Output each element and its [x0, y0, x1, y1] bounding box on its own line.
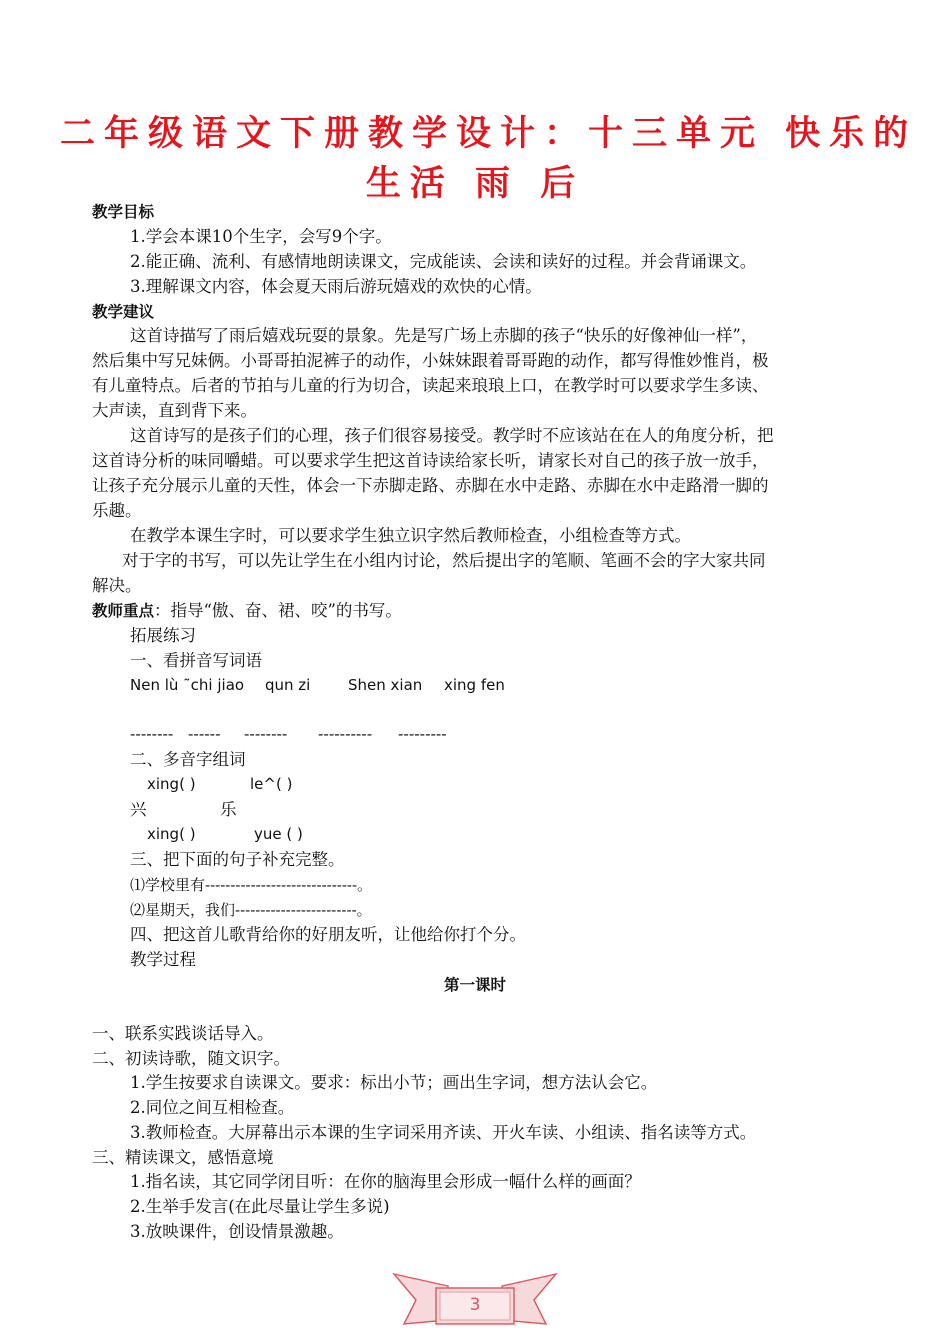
- lesson-step: 三、精读课文，感悟意境: [92, 1148, 274, 1167]
- answer-blank: ------: [188, 725, 221, 743]
- polyphone-pinyin: xing( ): [147, 775, 196, 793]
- answer-blank: ----------: [318, 725, 373, 743]
- exercise-3-heading: 三、把下面的句子补充完整。: [130, 850, 345, 869]
- lesson-substep: 1.指名读，其它同学闭目听：在你的脑海里会形成一幅什么样的画面？: [130, 1172, 641, 1191]
- paragraph-line: 这首诗描写了雨后嬉戏玩耍的景象。先是写广场上赤脚的孩子“快乐的好像神仙一样”，: [130, 326, 758, 345]
- exercise-4-heading: 四、把这首儿歌背给你的好朋友听，让他给你打个分。: [130, 925, 526, 944]
- exercise-1-heading: 一、看拼音写词语: [130, 651, 262, 670]
- page-number: 3: [469, 1295, 481, 1315]
- paragraph-line: 有儿童特点。后者的节拍与儿童的行为切合，读起来琅琅上口，在教学时可以要求学生多读、: [92, 376, 769, 395]
- sentence-blank: ⑴学校里有------------------------------。: [130, 876, 373, 894]
- exercise-2-heading: 二、多音字组词: [130, 750, 246, 769]
- goal-item: 3.理解课文内容，体会夏天雨后游玩嬉戏的欢快的心情。: [130, 277, 542, 296]
- polyphone-pinyin: yue ( ): [254, 825, 303, 843]
- polyphone-pinyin: xing( ): [147, 825, 196, 843]
- paragraph-line: 对于字的书写，可以先让学生在小组内讨论，然后提出字的笔顺、笔画不会的字大家共同: [122, 551, 766, 570]
- paragraph-line: 解决。: [92, 576, 142, 595]
- lesson-substep: 3.放映课件，创设情景激趣。: [130, 1222, 344, 1241]
- sentence-blank: ⑵星期天，我们------------------------。: [130, 901, 372, 919]
- pinyin-word: qun zi: [265, 676, 311, 694]
- goals-heading: 教学目标: [92, 203, 155, 221]
- answer-blank: --------: [130, 725, 174, 743]
- document-title-line-1: 二年级语文下册教学设计：十三单元 快乐的: [60, 114, 918, 154]
- teacher-focus-label: 教师重点: [92, 602, 155, 620]
- answer-blank: ---------: [398, 725, 447, 743]
- teaching-process-heading: 教学过程: [130, 950, 196, 969]
- paragraph-line: 这首诗分析的味同嚼蜡。可以要求学生把这首诗读给家长听，请家长对自己的孩子放一放手，: [92, 451, 769, 470]
- lesson-substep: 3.教师检查。大屏幕出示本课的生字词采用齐读、开火车读、小组读、指名读等方式。: [130, 1123, 757, 1142]
- polyphone-pinyin: le^( ): [250, 775, 293, 793]
- practice-heading: 拓展练习: [130, 626, 196, 645]
- polyphone-char: 兴: [130, 800, 147, 819]
- goal-item: 2.能正确、流利、有感情地朗读课文，完成能读、会读和读好的过程。并会背诵课文。: [130, 252, 757, 271]
- lesson-step: 二、初读诗歌，随文识字。: [92, 1049, 290, 1068]
- goal-item: 1.学会本课10个生字，会写9个字。: [130, 227, 392, 246]
- lesson-step: 一、联系实践谈话导入。: [92, 1024, 274, 1043]
- paragraph-line: 在教学本课生字时，可以要求学生独立识字然后教师检查，小组检查等方式。: [130, 526, 691, 545]
- lesson-substep: 2.同位之间互相检查。: [130, 1098, 295, 1117]
- pinyin-word: Nen lù ˜chi jiao: [130, 676, 245, 694]
- lesson-substep: 2.生举手发言(在此尽量让学生多说): [130, 1197, 390, 1216]
- answer-blank: --------: [244, 725, 288, 743]
- paragraph-line: 让孩子充分展示儿童的天性，体会一下赤脚走路、赤脚在水中走路、赤脚在水中走路滑一脚的: [92, 476, 769, 495]
- pinyin-word: Shen xian: [348, 676, 423, 694]
- lesson-heading: 第一课时: [443, 976, 506, 994]
- paragraph-line: 这首诗写的是孩子们的心理，孩子们很容易接受。教学时不应该站在在人的角度分析，把: [130, 426, 774, 445]
- teacher-focus: [92, 599, 402, 623]
- pinyin-word: xing fen: [444, 676, 505, 694]
- document-title-line-2: 生活 雨 后: [365, 164, 585, 204]
- lesson-substep: 1.学生按要求自读课文。要求：标出小节；画出生字词，想方法认会它。: [130, 1073, 658, 1092]
- paragraph-line: 然后集中写兄妹俩。小哥哥拍泥裤子的动作，小妹妹跟着哥哥跑的动作，都写得惟妙惟肖，极: [92, 351, 769, 370]
- paragraph-line: 大声读，直到背下来。: [92, 401, 257, 420]
- suggestions-heading: 教学建议: [92, 303, 155, 321]
- teacher-focus-text: ：指导“傲、奋、裙、咬”的书写。: [154, 601, 402, 620]
- paragraph-line: 乐趣。: [92, 501, 142, 520]
- polyphone-char: 乐: [220, 800, 237, 819]
